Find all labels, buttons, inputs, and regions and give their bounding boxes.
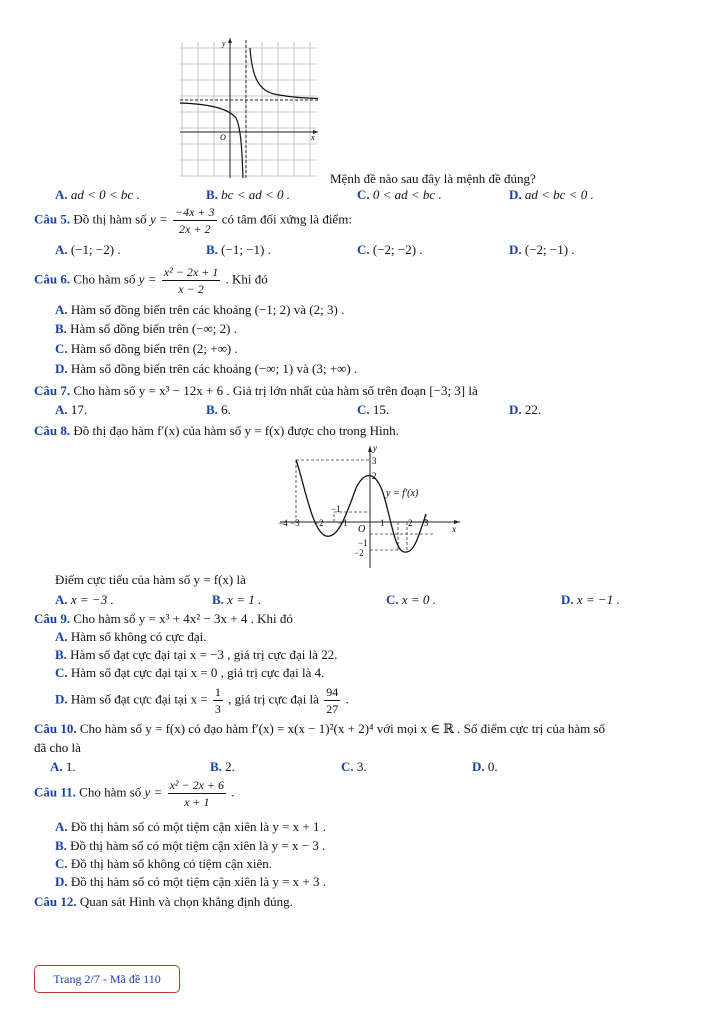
q9-option-c[interactable]: C. Hàm số đạt cực đại tại x = 0 , giá trị cực đại là 4. <box>55 665 325 680</box>
q10-option-b[interactable]: B. 2. <box>210 759 235 774</box>
q8-graph-xtick-neg2: −2 <box>314 518 324 528</box>
q5-fraction: $\frac{-4x + 3}{2x + 2}$ <box>174 205 215 236</box>
q8-graph-xtick-neg1: −1 <box>338 518 348 528</box>
q10-stem-line2: đã cho là <box>34 740 81 755</box>
q8-graph-xtick-1: 1 <box>380 518 385 528</box>
q8-graph-ytick-3: 3 <box>372 456 377 466</box>
q5-option-c[interactable]: C. (−2; −2) . <box>357 242 423 257</box>
q8-stem: Câu 8. Đồ thị đạo hàm f′(x) của hàm số y = f(x) được cho trong Hình. <box>34 423 399 438</box>
q8-option-c[interactable]: C. x = 0 . <box>386 592 436 607</box>
q6-option-b[interactable]: B. Hàm số đồng biến trên (−∞; 2) . <box>55 321 237 336</box>
q8-graph <box>276 442 466 570</box>
q5-stem: Câu 5. Đồ thị hàm số y = $\frac{-4x + 3}{2x + 2}$ có tâm đối xứng là điểm: <box>34 205 352 236</box>
q6-option-c[interactable]: C. Hàm số đồng biến trên (2; +∞) . <box>55 341 238 356</box>
q9-fraction-1: $\frac{1}{3}$ <box>214 685 221 716</box>
q5-option-b[interactable]: B. (−1; −1) . <box>206 242 271 257</box>
q5-option-a[interactable]: A. (−1; −2) . <box>55 242 121 257</box>
q8-graph-ytick-2: 2 <box>372 471 377 481</box>
q8-graph-top-label: −1 <box>331 504 341 514</box>
q8-graph-curve-label: y = f′(x) <box>386 488 419 499</box>
q9-fraction-2: $\frac{94}{27}$ <box>326 685 339 716</box>
q6-fraction: $\frac{\text{x² − 2x + 1}}{x - 2}$ <box>163 265 219 296</box>
page-footer: Trang 2/7 - Mã đề 110 <box>34 965 180 993</box>
q4-option-a[interactable]: A. ad < 0 < bc . <box>55 187 140 202</box>
q9-option-b[interactable]: B. Hàm số đạt cực đại tại x = −3 , giá trị cực đại là 22. <box>55 647 338 662</box>
q9-option-d[interactable]: D. Hàm số đạt cực đại tại x = $\frac{1}{3}$ , giá trị cực đại là $\frac{94}{27}$ . <box>55 685 349 716</box>
q8-option-a[interactable]: A. x = −3 . <box>55 592 114 607</box>
q8-graph-x-label: x <box>452 524 456 534</box>
q5-option-d[interactable]: D. (−2; −1) . <box>509 242 575 257</box>
q8-substem: Điểm cực tiểu của hàm số y = f(x) là <box>55 572 246 587</box>
q4-option-c[interactable]: C. 0 < ad < bc . <box>357 187 442 202</box>
q8-graph-ytick-neg2: −2 <box>354 548 364 558</box>
q10-stem-line1: Câu 10. Cho hàm số y = f(x) có đạo hàm f′(x) = x(x − 1)²(x + 2)⁴ với mọi x ∈ ℝ . Số điểm cực trị của hàm số <box>34 721 606 736</box>
q8-graph-xtick-3: 3 <box>424 518 429 528</box>
q4-graph-y-label: y <box>222 39 226 48</box>
q4-graph-x-label: x <box>311 133 315 142</box>
q7-option-c[interactable]: C. 15. <box>357 402 390 417</box>
q6-stem: Câu 6. Cho hàm số y = $\frac{\text{x² − 2x + 1}}{x - 2}$ . Khi đó <box>34 265 268 296</box>
q11-fraction: $\frac{\text{x² − 2x + 6}}{x + 1}$ <box>169 778 225 809</box>
q8-graph-xtick-neg3: −3 <box>290 518 300 528</box>
q10-option-d[interactable]: D. 0. <box>472 759 498 774</box>
q10-option-c[interactable]: C. 3. <box>341 759 367 774</box>
q8-graph-xtick-2: 2 <box>408 518 413 528</box>
q11-option-c[interactable]: C. Đồ thị hàm số không có tiệm cận xiên. <box>55 856 272 871</box>
q8-option-d[interactable]: D. x = −1 . <box>561 592 620 607</box>
q11-stem: Câu 11. Cho hàm số y = $\frac{\text{x² − 2x + 6}}{x + 1}$ . <box>34 778 235 809</box>
q6-option-d[interactable]: D. Hàm số đồng biến trên các khoảng (−∞; 1) và (3; +∞) . <box>55 361 358 376</box>
q8-graph-ytick-neg1: −1 <box>358 538 368 548</box>
q9-option-a[interactable]: A. Hàm số không có cực đại. <box>55 629 207 644</box>
q7-stem: Câu 7. Cho hàm số y = x³ − 12x + 6 . Giá trị lớn nhất của hàm số trên đoạn [−3; 3] là <box>34 383 478 398</box>
q7-option-a[interactable]: A. 17. <box>55 402 88 417</box>
q4-option-d[interactable]: D. ad < bc < 0 . <box>509 187 594 202</box>
q11-option-d[interactable]: D. Đồ thị hàm số có một tiệm cận xiên là y = x + 3 . <box>55 874 327 889</box>
q8-graph-origin-label: O <box>358 524 366 535</box>
q4-graph <box>178 36 320 180</box>
q12-stem: Câu 12. Quan sát Hình và chọn khẳng định đúng. <box>34 894 293 909</box>
q4-stem: Mệnh đề nào sau đây là mệnh đề đúng? <box>330 171 536 186</box>
q7-option-b[interactable]: B. 6. <box>206 402 231 417</box>
q7-option-d[interactable]: D. 22. <box>509 402 542 417</box>
q9-stem: Câu 9. Cho hàm số y = x³ + 4x² − 3x + 4 . Khi đó <box>34 611 293 626</box>
q4-option-b[interactable]: B. bc < ad < 0 . <box>206 187 290 202</box>
q8-graph-y-label: y <box>373 443 377 453</box>
q11-option-a[interactable]: A. Đồ thị hàm số có một tiệm cận xiên là y = x + 1 . <box>55 819 327 834</box>
q8-graph-xtick-neg4: −4 <box>278 518 288 528</box>
q11-option-b[interactable]: B. Đồ thị hàm số có một tiệm cận xiên là y = x − 3 . <box>55 838 326 853</box>
q4-graph-origin-label: O <box>220 133 226 142</box>
q6-option-a[interactable]: A. Hàm số đồng biến trên các khoảng (−1; 2) và (2; 3) . <box>55 302 345 317</box>
q10-option-a[interactable]: A. 1. <box>50 759 76 774</box>
q8-option-b[interactable]: B. x = 1 . <box>212 592 262 607</box>
